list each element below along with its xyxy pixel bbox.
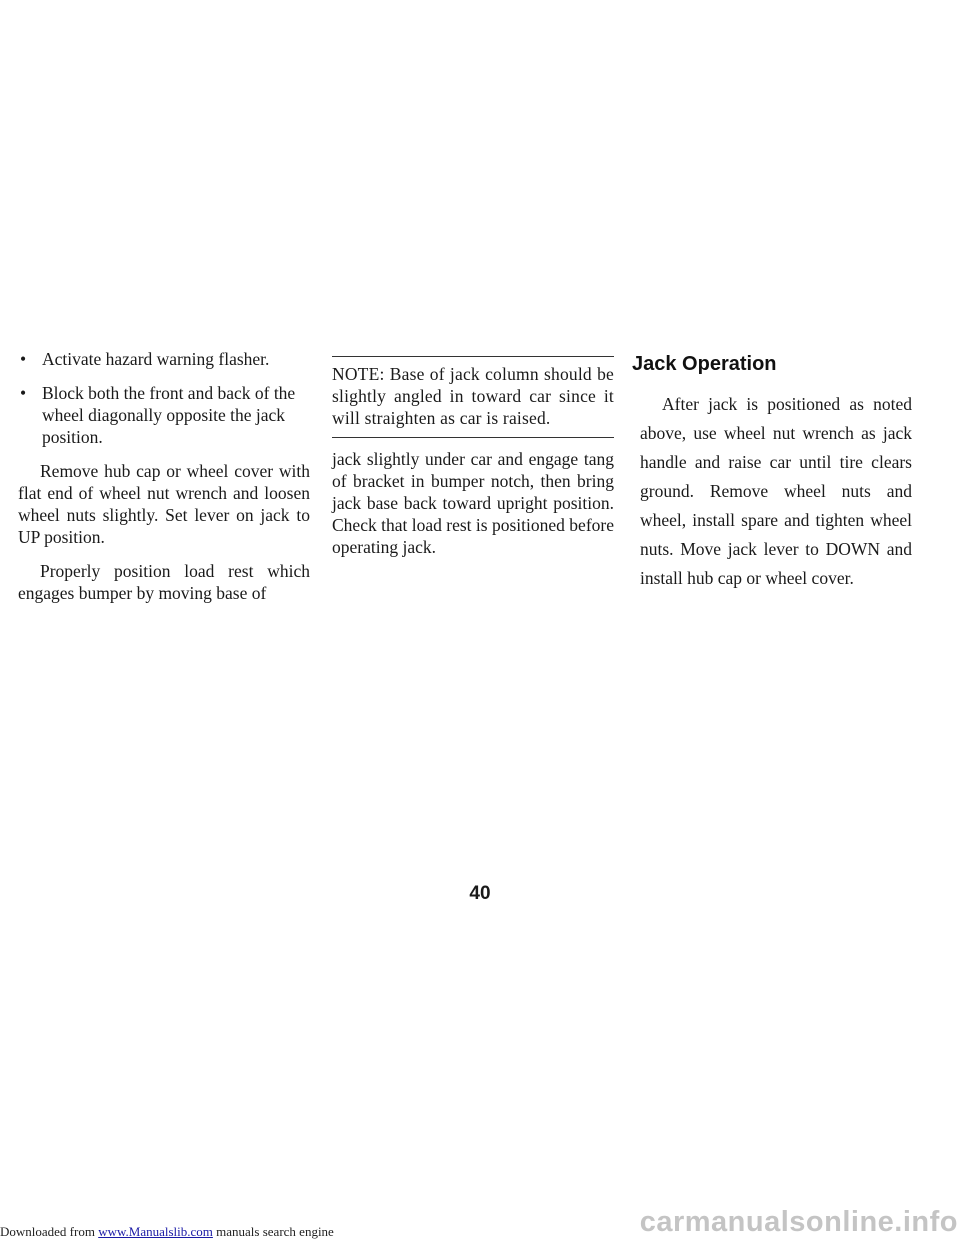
bullet-text: Block both the front and back of the wheel diagonally opposite the jack position. — [42, 383, 296, 447]
bullet-item-hazard — [18, 348, 310, 370]
footer-suffix: manuals search engine — [216, 1224, 334, 1239]
download-footer — [0, 1224, 334, 1240]
left-column — [18, 348, 310, 616]
page-number: 40 — [469, 883, 491, 904]
bullet-text: Activate hazard warning flasher. — [42, 349, 270, 369]
paragraph-jack-operation: After jack is positioned as noted above, use wheel nut wrench as jack handle and raise car until tire clears ground. Remove wheel nuts and wheel, install spare and tighten wheel nuts. Move jack lever to DOWN and install hub cap or wheel cover. — [640, 394, 912, 588]
note-bottom-rule — [332, 437, 614, 438]
right-column — [632, 348, 912, 593]
manualslib-link[interactable]: www.Manualslib.com — [98, 1224, 213, 1239]
paragraph-position-load-rest: Properly position load rest which engages bumper by moving base of — [18, 561, 310, 603]
footer-prefix: Downloaded from — [0, 1224, 95, 1239]
bullet-marker: • — [20, 383, 27, 403]
watermark-text: carmanualsonline.info — [639, 1206, 958, 1238]
middle-column — [332, 348, 614, 558]
section-heading: Jack Operation — [632, 353, 777, 375]
note-top-rule — [332, 356, 614, 357]
bullet-item-block-wheel — [18, 382, 310, 448]
paragraph-remove-hub-cap: Remove hub cap or wheel cover with flat end of wheel nut wrench and loosen wheel nuts slightly. Set lever on jack to UP position. — [18, 461, 310, 547]
bullet-marker: • — [20, 349, 27, 369]
note-box-text: NOTE: Base of jack column should be slightly angled in toward car since it will straighten as car is raised. — [332, 364, 614, 428]
paragraph-continuation: jack slightly under car and engage tang of bracket in bumper notch, then bring jack base back toward upright position. Check that load rest is positioned before operating jack. — [332, 449, 614, 557]
